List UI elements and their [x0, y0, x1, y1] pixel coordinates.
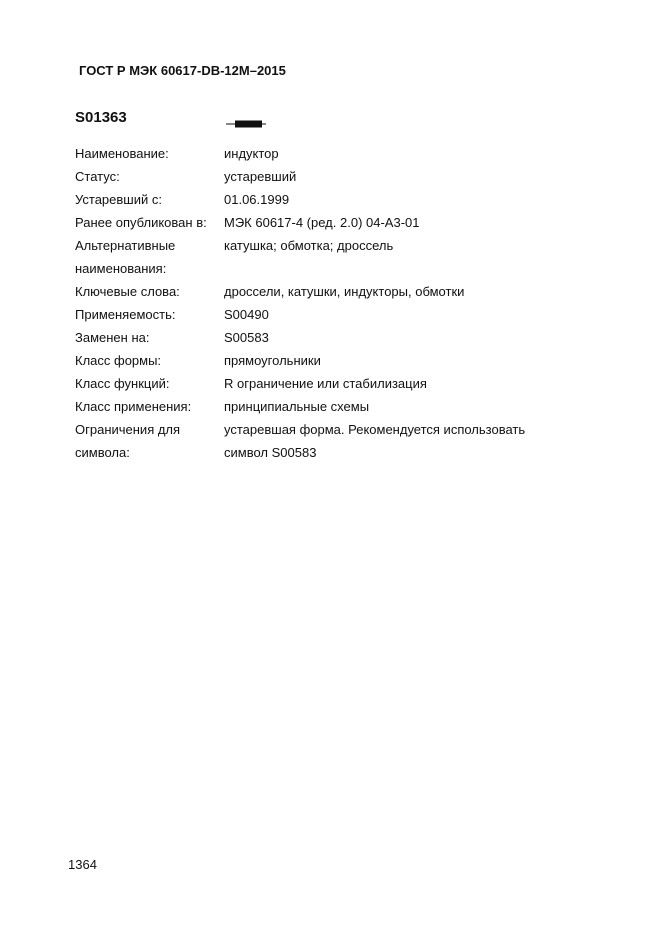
attribute-label: Статус:	[75, 169, 120, 184]
attribute-row	[75, 234, 554, 280]
attribute-label: Класс применения:	[75, 399, 192, 414]
attribute-value: 01.06.1999	[224, 192, 290, 207]
attribute-row	[75, 326, 554, 349]
attribute-row	[75, 280, 554, 303]
attribute-row	[75, 395, 554, 418]
attribute-label: Заменен на:	[75, 330, 150, 345]
attribute-row	[75, 211, 554, 234]
attribute-row	[75, 142, 554, 165]
page-number: 1364	[68, 857, 97, 872]
attribute-label: Применяемость:	[75, 307, 176, 322]
attribute-value: дроссели, катушки, индукторы, обмотки	[224, 284, 465, 299]
attribute-row	[75, 349, 554, 372]
document-header: ГОСТ Р МЭК 60617-DB-12M–2015	[79, 63, 286, 78]
attribute-value: S00583	[224, 330, 269, 345]
attribute-label: Альтернативные наименования:	[75, 238, 176, 276]
attribute-label: Наименование:	[75, 146, 169, 161]
attribute-label: Класс функций:	[75, 376, 170, 391]
attribute-row	[75, 372, 554, 395]
attribute-value: катушка; обмотка; дроссель	[224, 238, 394, 253]
attribute-value: S00490	[224, 307, 269, 322]
attribute-value: устаревшая форма. Рекомендуется использовать символ S00583	[224, 422, 526, 460]
attribute-value: индуктор	[224, 146, 279, 161]
attribute-value: МЭК 60617-4 (ред. 2.0) 04-А3-01	[224, 215, 420, 230]
attribute-table	[75, 142, 554, 464]
attribute-value: прямоугольники	[224, 353, 321, 368]
attribute-label: Класс формы:	[75, 353, 162, 368]
attribute-value: R ограничение или стабилизация	[224, 376, 427, 391]
symbol-code: S01363	[75, 109, 127, 126]
inductor-symbol-icon	[222, 114, 282, 134]
attribute-row	[75, 418, 554, 464]
attribute-row	[75, 188, 554, 211]
attribute-label: Ключевые слова:	[75, 284, 180, 299]
attribute-row	[75, 303, 554, 326]
attribute-label: Ограничения для символа:	[75, 422, 181, 460]
attribute-row	[75, 165, 554, 188]
attribute-label: Ранее опубликован в:	[75, 215, 207, 230]
attribute-label: Устаревший с:	[75, 192, 162, 207]
attribute-value: устаревший	[224, 169, 297, 184]
attribute-value: принципиальные схемы	[224, 399, 370, 414]
